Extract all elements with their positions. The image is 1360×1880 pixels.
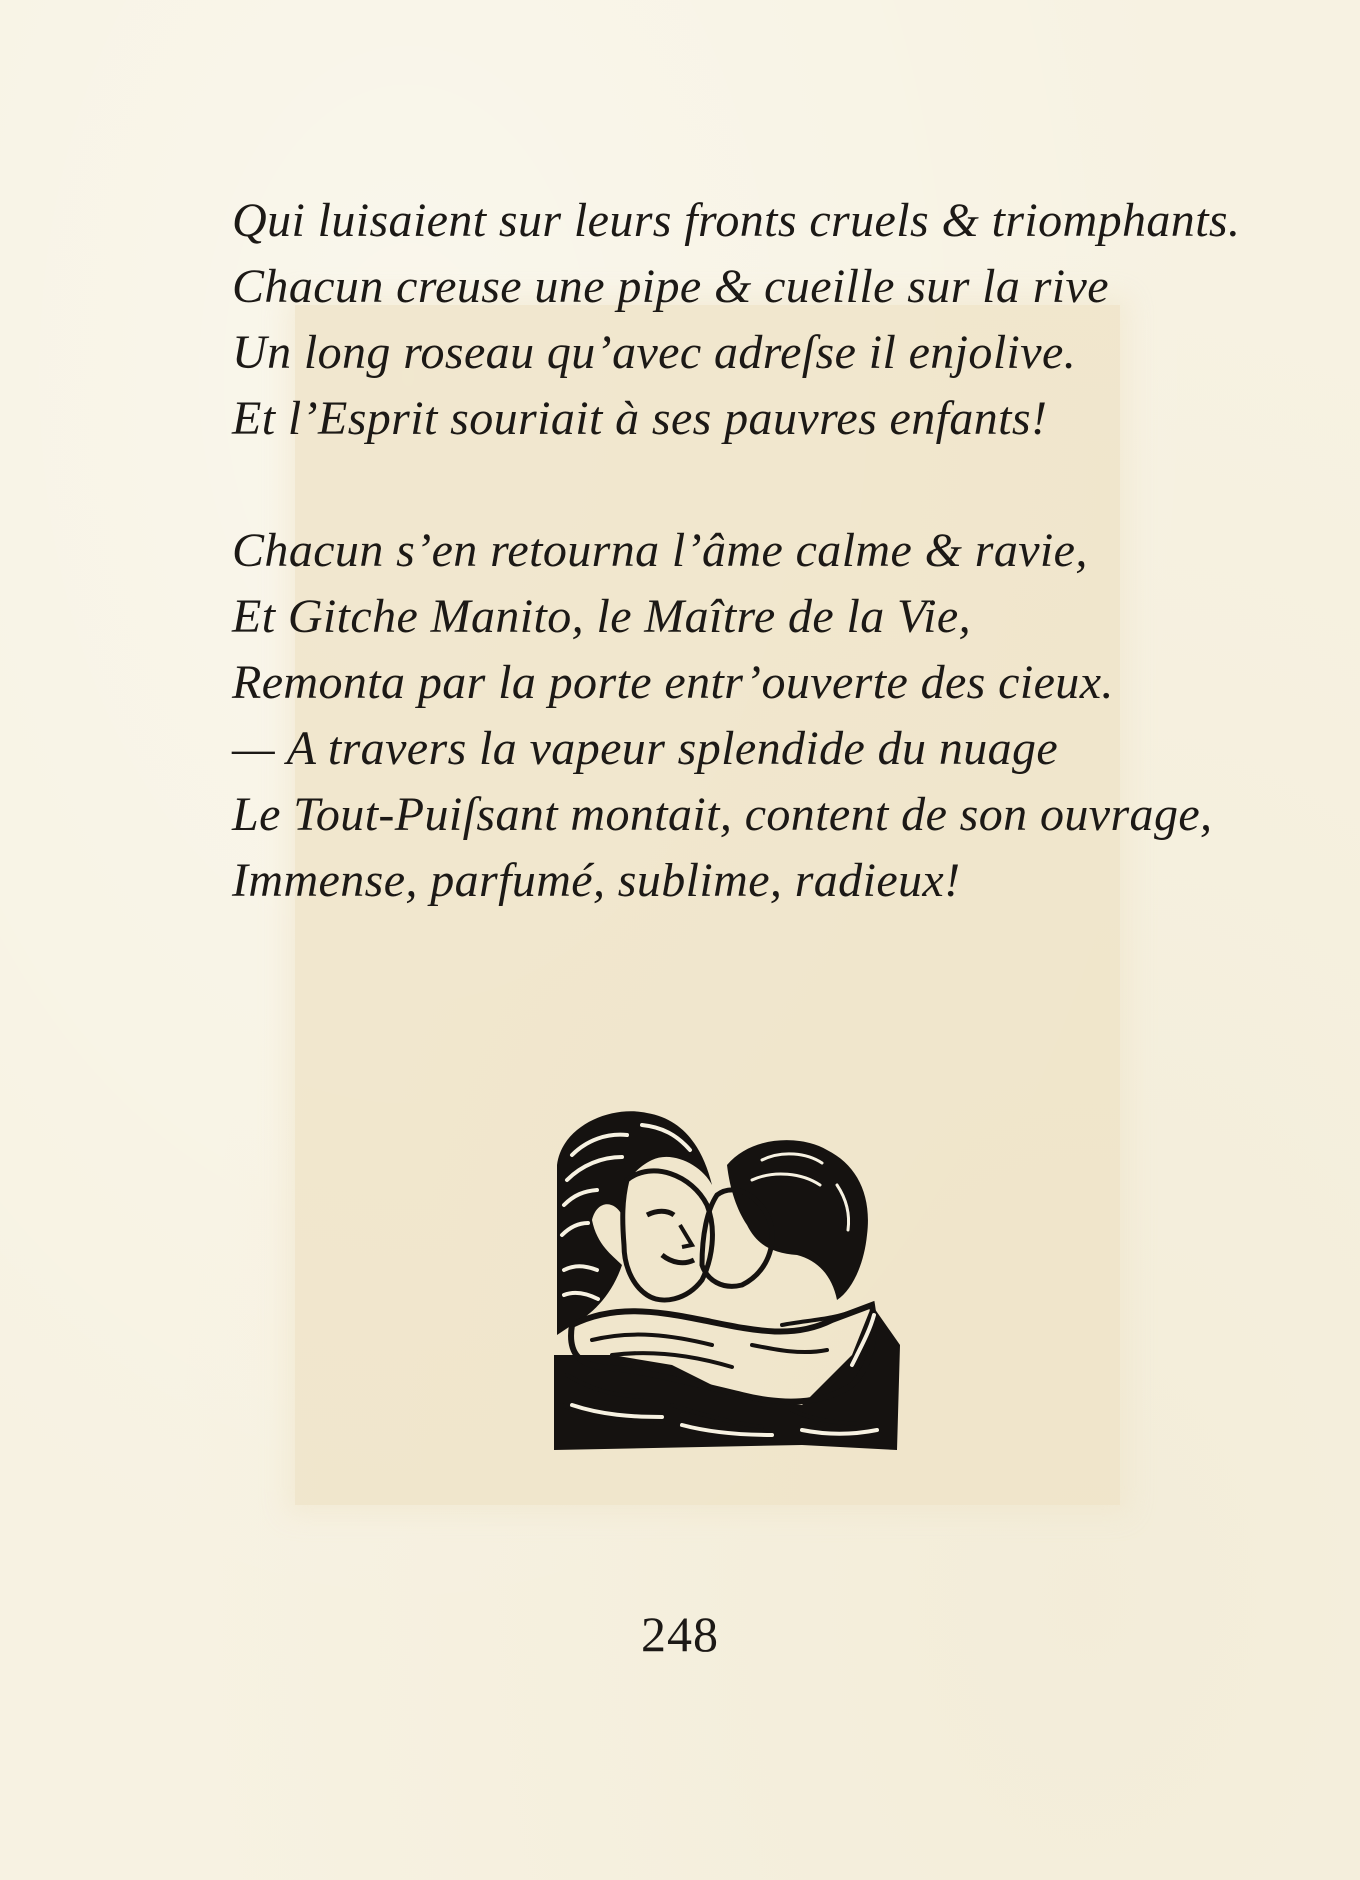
poem-line: Et l’Esprit souriait à ses pauvres enfants! bbox=[232, 392, 1048, 445]
page-number: 248 bbox=[641, 1606, 719, 1662]
poem-line: Chacun s’en retourna l’âme calme & ravie, bbox=[232, 524, 1088, 577]
stanza-2 bbox=[232, 518, 1332, 914]
poem-line: Un long roseau qu’avec adreſse il enjolive. bbox=[232, 326, 1077, 379]
poem-line: Le Tout-Puiſsant montait, content de son ouvrage, bbox=[232, 788, 1213, 841]
woodcut-embracing-figures-icon bbox=[552, 1105, 902, 1450]
poem-text bbox=[232, 188, 1332, 914]
poem-line: Remonta par la porte entr’ouverte des cieux. bbox=[232, 656, 1114, 709]
poem-line: Qui luisaient sur leurs fronts cruels & triomphants. bbox=[232, 194, 1241, 247]
poem-line: — A travers la vapeur splendide du nuage bbox=[232, 722, 1059, 775]
poem-line: Immense, parfumé, sublime, radieux! bbox=[232, 854, 961, 907]
poem-line: Et Gitche Manito, le Maître de la Vie, bbox=[232, 590, 971, 643]
stanza-1 bbox=[232, 188, 1332, 452]
poem-line: Chacun creuse une pipe & cueille sur la rive bbox=[232, 260, 1109, 313]
